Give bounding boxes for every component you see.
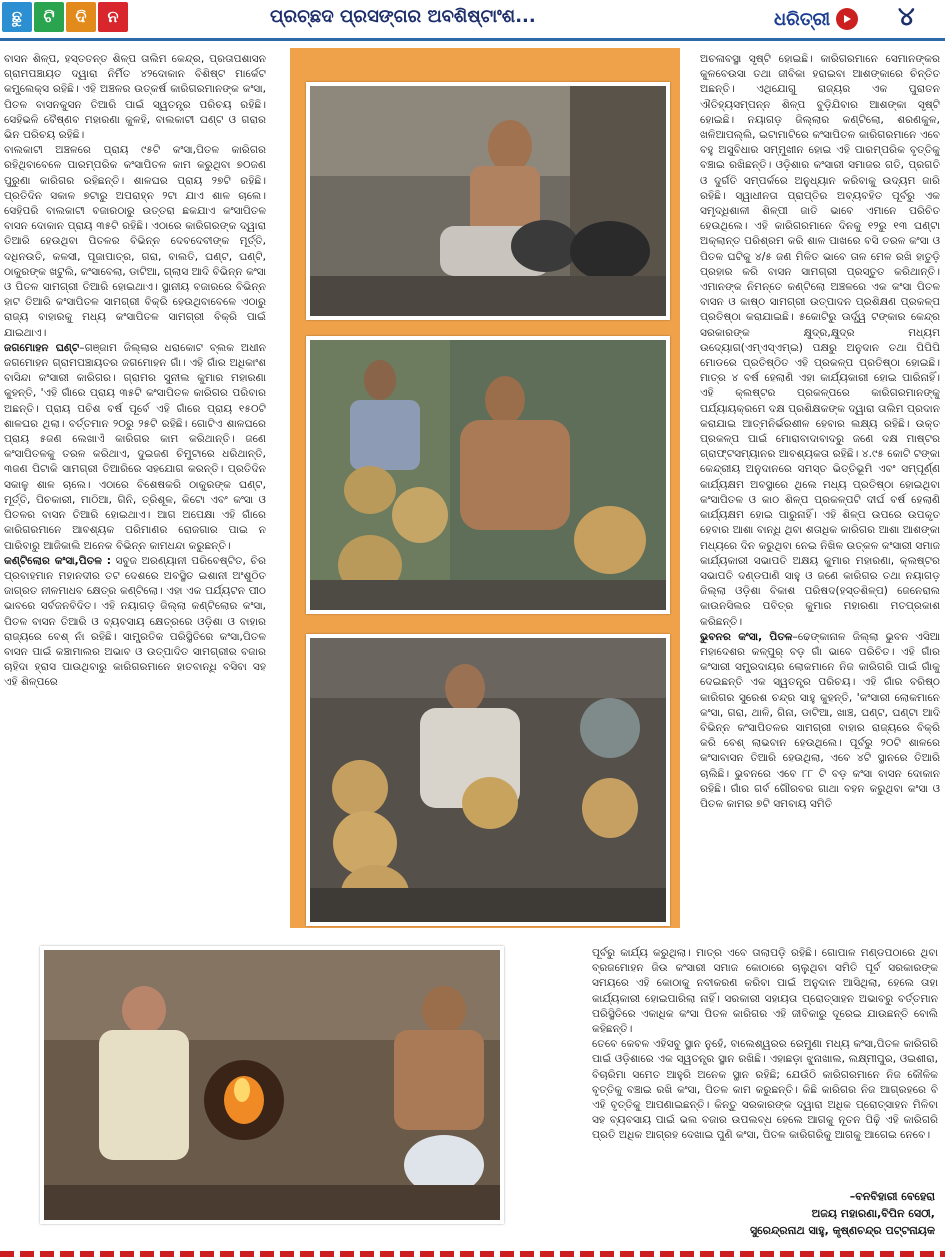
byline-contributors: ସୁରେନ୍ଦ୍ରନାଥ ସାହୁ, କୃଷ୍ଣଚନ୍ଦ୍ର ପଟ୍ଟନାୟକ bbox=[749, 1224, 935, 1237]
paragraph-text: ସବୁଜ ଅରଣ୍ୟାନୀ ପରିବେଷ୍ଟିତ, ଚିର ପ୍ରବାହମାନ ମହାନଦୀର ତଟ ଦେଶରେ ଅବସ୍ଥିତ ଇଶାନୀ ଅଂଶୁଠିତ ଜାଗ୍ରତ ନୀଳମାଧବ କ୍ଷେତ୍ର କଣ୍ଟିଲୋ। ଏହା ଏକ ପର୍ଯ୍ୟଟନ ପୀଠ ଭାବରେ ସର୍ବଜନବିଦିତ। ଏହି ନୟାଗଡ଼ ଜିଲ୍ଲା କଣ୍ଟିଲୋର କଂସା, ପିତଳ ବାସନ ତିଆରି ଓ ବ୍ୟବସାୟ କ୍ଷେତ୍ରରେ ଓଡ଼ିଶା ଓ ବାହାର ରାଜ୍ୟରେ ବେଶ୍ ନାଁ ରହିଛି। ସାମ୍ପ୍ରତିକ ପରିସ୍ଥିତିରେ କଂସା,ପିତଳ ବାସନ ପାଇଁ କଞ୍ଚାମାଲର ଅଭାବ ଓ ଉତ୍ପାଦିତ ସାମଗ୍ରୀର ବଜାର ଚାହିଦା ହ୍ରାସ ପାଉଥିବାରୁ କାରିଗରମାନେ ହାତବାନ୍ଧି ବସିବା ସହ ଏହି ଶିଳ୍ପରେ bbox=[4, 554, 266, 689]
article-column-bottom bbox=[592, 946, 938, 1186]
page-number: ୪ bbox=[898, 2, 915, 32]
logo-tile-4: ନ bbox=[98, 2, 128, 32]
page-header bbox=[0, 0, 945, 38]
artisan-polishing-pot-photo bbox=[306, 634, 670, 926]
artisans-brass-pots-photo bbox=[306, 336, 670, 614]
paragraph bbox=[700, 630, 940, 812]
article-column-left bbox=[4, 52, 266, 932]
play-icon bbox=[836, 8, 858, 30]
article-column-right bbox=[700, 52, 940, 952]
paragraph: ବାସନ ଶିଳ୍ପ, ହସ୍ତତନ୍ତ ଶିଳ୍ପ ତାଲିମ କେନ୍ଦ୍ର, ପ୍ରତାପଶାସନ ଗ୍ରାମପଞ୍ଚାୟତ ଦ୍ୱାରା ନିର୍ମିତ ୪୨ଦୋକାନ ବିଶିଷ୍ଟ ମାର୍କେଟ କମ୍ପ୍ଲେକ୍ସ ରହିଛି। ଏହି ଅଞ୍ଚଳର ଉତ୍କର୍ଷ କାରିଗରମାନଙ୍କ କଂସା, ପିତଳ ବାସନକୁସନ ତିଆରି ପାଇଁ ସ୍ୱତନ୍ତ୍ର ପରିଚୟ ରହିଛି। ସେହିଭଳି ବୈଷ୍ଣବ ମହାରଣା କୁଳହି, ବାଲକାଟୀ ଘଣ୍ଟ ଓ ଗରାର ଭିନ ପରିଚୟ ରହିଛି। bbox=[4, 53, 266, 142]
logo-tile-3: ଦି bbox=[66, 2, 96, 32]
section-logo bbox=[2, 2, 128, 32]
paragraph: ପୂର୍ବରୁ କାର୍ଯ୍ୟ କରୁଥିଲା। ମାତ୍ର ଏବେ ତାଲାପଡ଼ି ରହିଛି। ଗୋପାଳ ମଣ୍ଡପଠାରେ ଥିବା ବ୍ରଜମୋହନ ଜିଉ କଂସାରୀ ସମାଜ କୋଠାରେ ଚାଲୁଥିବା ସମିତି ପୂର୍ବ ସରକାରଙ୍କ ସମୟରେ ଏହି କୋଠାକୁ ନବୀକରଣ କରିବା ପାଇଁ ଅନୁଦାନ ଆସିଥିଲା, ହେଲେ ତାହା କାର୍ଯ୍ୟକାରୀ ହୋଇପାରିଲା ନାହିଁ। ସରକାରୀ ସହାୟତା ପ୍ରୋତ୍ସାହନ ଅଭାବରୁ ବର୍ତ୍ତମାନ ପରିସ୍ଥିତିରେ ଏକାଧିକ କଂସା ପିତଳ କାରିଗର ଏହି ଜୀବିକାରୁ ଦୂରେଇ ଯାଉଛନ୍ତି ବୋଲି କହିଛନ୍ତି। bbox=[592, 947, 938, 1036]
logo-tile-2: ଟି bbox=[34, 2, 64, 32]
header-divider bbox=[0, 38, 945, 41]
paragraph: ତେବେ କେବଳ ଏହିସବୁ ସ୍ଥାନ ନୁହେଁ, ବାଲେଶ୍ୱରର ରେମୁଣା ମଧ୍ୟ କଂସା,ପିତଳ କାରିଗରି ପାଇଁ ଓଡ଼ିଶାରେ ଏକ ସ୍ୱତନ୍ତ୍ର ସ୍ଥାନ ରଖିଛି। ଏହାଛଡ଼ା ଝୁନାଖାଲ, ଲକ୍ଷ୍ମୀପୁର, ଓଇଶୀରା, ବିଚାରିମା ସମେତ ଆହୁରି ଅନେକ ସ୍ଥାନ ରହିଛି; ଯେଉଁଠି କାରିଗରମାନେ ନିଜ କୌଳିକ ବୃତ୍ତିକୁ ବଞ୍ଚାଇ ରଖି କଂସା, ପିତଳ କାମ କରୁଛନ୍ତି। କିଛି କାରିଗର ନିଜ ଆଗ୍ରହରେ ବି ଏହି ବୃତ୍ତିକୁ ଆପଣାଇଛନ୍ତି। କିନ୍ତୁ ସରକାରଙ୍କ ଦ୍ୱାରା ଅଧିକ ପ୍ରୋତ୍ସାହନ ମିଳିବା ସହ ବ୍ୟବସାୟ ପାଇଁ ଭଲ ବଜାର ଉପଲବ୍ଧ ହେଲେ ଆଗକୁ ନୂତନ ପିଢ଼ି ଏହି କାରିଗରି ପ୍ରତି ଅଧିକ ଆଗ୍ରହ ଦେଖାଇ ପୁଣି କଂସା, ପିତଳ କାରିଗରିକୁ ଆଗକୁ ଆଗେଇ ନେବେ। bbox=[592, 1038, 938, 1142]
artisans-furnace-photo bbox=[40, 946, 504, 1224]
byline bbox=[750, 1188, 935, 1239]
logo-tile-1: ଛୁ bbox=[2, 2, 32, 32]
paragraph-text: –ଗଞ୍ଜାମ ଜିଲ୍ଲାର ଧରାକୋଟ ବ୍ଲକ ଅଧୀନ ଜଗମୋହନ ଗ୍ରାମପଞ୍ଚାୟତର ଜଗମୋହନ ଗାଁ। ଏହି ଗାଁର ଅଧିକାଂଶ ବାସିନ୍ଦା କଂସାରୀ କାରିଗର। ଗ୍ରାମର ସୁନୀଲ କୁମାର ମହାରଣା କୁହନ୍ତି, 'ଏହି ଗାଁରେ ପ୍ରାୟ ୩୫ଟି କଂସାପିତଳ କାରିଗର ପରିବାର ଅଛନ୍ତି। ପ୍ରାୟ ପଚିଶ ବର୍ଷ ପୂର୍ବେ ଏହି ଗାଁରେ ପ୍ରାୟ ୧୫୦ଟି ଶାଳଘର ଥିଲା। ବର୍ତ୍ତମାନ ୨୦ରୁ ୨୫ଟି ରହିଛି। ଗୋଟିଏ ଶାଳଘରେ ପ୍ରାୟ ୫ଜଣ ଲେଖାଏଁ କାରିଗର କାମ କରିଥାନ୍ତି। ଜଣେ କଂସାପିତଳକୁ ତରଳ କରିଥାଏ, ଦୁଇଜଣ ଚିମୁଟାରେ ଧରିଥାନ୍ତି, ୩ଜଣ ପିଟାକି ସାମଗ୍ରୀ ତିଆରିରେ ସହଯୋଗ କରନ୍ତି। ପ୍ରତିଦିନ ସକାଳୁ ଶାଳ ଚାଲେ। ଏଠାରେ ବିଶେଷକରି ଠାକୁରଙ୍କ ଘଣ୍ଟ, ମୂର୍ତ୍ତି, ପିଚକାରୀ, ମାଠିଆ, ଗିନି, ତ୍ରିଶୂଳ, କିଟୋ ଏବଂ କଂସା ଓ ପିତଳର ବାସନ ତିଆରି ହୋଇଥାଏ। ଆଗ ଅପେକ୍ଷା ଏହି ଗାଁରେ କାରିଗରମାନେ ଆବଶ୍ୟକ ପରିମାଣର ରୋଜଗାର ପାଇ ନ ପାରିବାରୁ ଆଜିକାଲି ଅନେକ ବିଭିନ୍ନ କାମଧନ୍ଦା କରୁଛନ୍ତି। bbox=[4, 341, 266, 552]
section-title: ପ୍ରଚ୍ଛଦ ପ୍ରସଙ୍ଗର ଅବଶିଷ୍ଟାଂଶ... bbox=[270, 6, 536, 27]
subheading: ଜଗମୋହନ ଘଣ୍ଟ bbox=[4, 341, 80, 354]
paragraph: ବାଲକାଟୀ ଅଞ୍ଚଳରେ ପ୍ରାୟ ୯୫ଟି କଂସା,ପିତଳ କାରିଗର ରହିଥିବାବେଳେ ପାରମ୍ପରିକ କଂସାପିତଳ କାମ କରୁଥିବା ୭୦ଜଣ ପୁରୁଣା କାରିଗର ରହିଛନ୍ତି। ଶାଳଘର ପ୍ରାୟ ୨୭ଟି ରହିଛି। ପ୍ରତିଦିନ ସକାଳ ୭ଟାରୁ ଅପରାହ୍ନ ୨ଟା ଯାଏ ଶାଳ ଚାଲେ। ସେହିପରି ବାଲକାଟୀ ବଜାରଠାରୁ ଉତ୍ତରା ଛକଯାଏ କଂସାପିତଳ ବାସନ ଦୋକାନ ପ୍ରାୟ ୩୫ଟି ରହିଛି। ଏଠାରେ କାରିଗରଙ୍କ ଦ୍ୱାରା ତିଆରି ହେଉଥିବା ପିତଳର ବିଭିନ୍ନ ଦେବଦେବୀଙ୍କ ମୂର୍ତ୍ତି, ଦଧିନଉତି, କଳସୀ, ପୂଜାପାତ୍ର, ଗରା, ବାଲତି, ଘଣ୍ଟ, ଘଣ୍ଟି, ଠାକୁରଙ୍କ ଖଟୁଲି, କଂସାବେଲା, ଡାଟିଆ, ଗ୍ଲାସ ଆଦି ବିଭିନ୍ନ କଂସା ଓ ପିତଳ ସାମଗ୍ରୀ ତିଆରି ହୋଇଥାଏ। ସ୍ଥାନୀୟ ବଜାରରେ ବିଭିନ୍ନ ହାଟ ତିଆରି କଂସାପିତଳ ସାମଗ୍ରୀ ବିକ୍ରି ହେଉଥିବାବେଳେ ଏଠାରୁ ରାଜ୍ୟ ବାହାରକୁ ମଧ୍ୟ କଂସାପିତଳ ସାମଗ୍ରୀ ବିକ୍ରି ପାଇଁ ଯାଇଥାଏ। bbox=[4, 144, 266, 339]
page-footer-stripe bbox=[0, 1251, 945, 1257]
byline-author: –ବନବିହାରୀ ବେହେରା bbox=[849, 1190, 935, 1203]
subheading: ଭୁବନର କଂସା, ପିତଳ bbox=[700, 630, 793, 643]
paragraph bbox=[4, 554, 266, 691]
subheading: କଣ୍ଟିଲୋର କଂସା,ପିତଳ : bbox=[4, 554, 111, 567]
byline-contributors: ଅଜୟ ମହାରଣା,ବିପିନ ସେଠୀ, bbox=[811, 1207, 935, 1220]
paragraph: ଅଚଳାବସ୍ଥା ସୃଷ୍ଟି ହୋଇଛି। କାରିଗରମାନେ ସେମାନଙ୍କର କୁଳବେଉସା ତଥା ଜୀବିକା ହରାଇବା ଆଶଙ୍କାରେ ଚିନ୍ତିତ ଅଛନ୍ତି। ଏଥିଯୋଗୁ ରାଜ୍ୟର ଏକ ପୁରାତନ ଐତିହ୍ୟସମ୍ପନ୍ନ ଶିଳ୍ପ ବୁଡ଼ିଯିବାର ଆଶଙ୍କା ସୃଷ୍ଟି ହୋଇଛି। ନୟାଗଡ଼ ଜିଲ୍ଲାର କଣ୍ଟିଲୋ, ଶରଣକୁଳ, ଖଳିଆପଲ୍ଲି, ଇଟାମାଟିରେ କଂସାପିତଳ କାରିଗରମାନେ ଏବେ ବହୁ ଅସୁବିଧାର ସମ୍ମୁଖୀନ ହୋଇ ଏହି ପାରମ୍ପରିକ ବୃତ୍ତିକୁ ବଞ୍ଚାଇ ରଖିଛନ୍ତି। ଓଡ଼ିଶାର କଂସାରୀ ସମାଜର ଗତି, ପ୍ରଗତି ଓ ଦୁର୍ଗତି ସମ୍ପର୍କରେ ଅନୁଧ୍ୟାନ କରିବାକୁ ଉଦ୍ୟମ ଜାରି ରହିଛି। ସ୍ୱାଧୀନତା ପ୍ରାପ୍ତିର ଅବ୍ୟବହିତ ପୂର୍ବରୁ ଏକ ସମୃଦ୍ଧିଶାଳୀ ଶିଳ୍ପୀ ଜାତି ଭାବେ ଏମାନେ ପରିଚିତ ହେଉଥିଲେ। ଏହି କାରିଗରମାନେ ଦିନକୁ ୧୨ରୁ ୧୩ ଘଣ୍ଟା ଅକ୍ଲାନ୍ତ ପରିଶ୍ରମ କରି ଶାଳ ପାଖରେ ବସି ତରଳ କଂସା ଓ ପିତଳ ଘଟିକୁ ୪/୫ ଜଣ ମିଳିତ ଭାବେ ତାଳ ମେଳ ରଖି ହାତୁଡ଼ି ପ୍ରହାର କରି ବାସନ ସାମଗ୍ରୀ ପ୍ରସ୍ତୁତ କରିଥାନ୍ତି। ଏମାନଙ୍କ ନିମନ୍ତେ କଣ୍ଟିଲୋ ଅଞ୍ଚଳରେ ଏକ କଂସା ପିତଳ ବାସନ ଓ କାଷ୍ଠ ସାମଗ୍ରୀ ଉତ୍ପାଦନ ପ୍ରଶିକ୍ଷଣ ପ୍ରକଳ୍ପ ପ୍ରତିଷ୍ଠା କରାଯାଇଛି। ୫କୋଟିରୁ ଊର୍ଦ୍ଧ୍ୱ ଟଙ୍କାର କେନ୍ଦ୍ର ସରକାରଙ୍କ କ୍ଷୁଦ୍ର,କ୍ଷୁଦ୍ର ମଧ୍ୟମ ଉଦ୍ୟୋଗ(ଏମ୍ଏସ୍ଏମ୍ଇ) ପକ୍ଷରୁ ଅନୁଦାନ ତଥା ପିପିପି ମୋଡରେ ପ୍ରତିଷ୍ଠିତ ଏହି ପ୍ରକଳ୍ପ ପ୍ରତିଷ୍ଠା ହୋଇଛି। ମାତ୍ର ୪ ବର୍ଷ ହେଲାଣି ଏହା କାର୍ଯ୍ୟକାରୀ ହୋଇ ପାରିନାହିଁ। ଏହି କ୍ଲଷ୍ଟର ପ୍ରକଳ୍ପରେ କାରିଗରମାନଙ୍କୁ ପର୍ଯ୍ୟାୟକ୍ରମେ ଦକ୍ଷ ପ୍ରଶିକ୍ଷକଙ୍କ ଦ୍ୱାରା ତାଲିମ ପ୍ରଦାନ କରାଯାଇ ଆତ୍ମନିର୍ଭରଶୀଳ ହେବାର ଲକ୍ଷ୍ୟ ରହିଛି। ଉକ୍ତ ପ୍ରକଳ୍ପ ପାଇଁ ମୋରାବାଦାବାଦରୁ ଜଣେ ଦକ୍ଷ ମାଷ୍ଟର ଗ୍ରାଫ୍ଟସମ୍ୟାନର ଆବଶ୍ୟକତା ରହିଛି। ୪.୯୫ କୋଟି ଟଙ୍କା କେନ୍ଦ୍ରୀୟ ଅନୁଦାନରେ ସମସ୍ତ ଭିତ୍ତିଭୂମି ଏବଂ ସମ୍ପୂର୍ଣ୍ଣ କାର୍ଯ୍ୟକ୍ଷମ ଅବସ୍ଥାରେ ଥିଲେ ମଧ୍ୟ ପ୍ରତିଷ୍ଠା ହୋଇଥିବା କଂସାପିତଳ ଓ କାଠ ଶିଳ୍ପ ପ୍ରକଳ୍ପଟି ଦୀର୍ଘ ବର୍ଷ ହେଲାଣି କାର୍ଯ୍ୟକ୍ଷମ ହୋଇ ପାରୁନାହିଁ। ଏହି ଶିଳ୍ପ ଉପରେ ଉପକୃତ ହେବାର ଆଶା ବାନ୍ଧି ଥିବା ଶତାଧିକ କାରିଗର ଆଶା ଆଶଙ୍କା ମଧ୍ୟରେ ଦିନ କରୁଥିବା ନେଇ ନିଖିଳ ଉତ୍କଳ କଂସାରୀ ସମାଜ କାର୍ଯ୍ୟକାରୀ ସଭାପତି ଅକ୍ଷୟ କୁମାର ମହାରଣା, କ୍ଲଷ୍ଟର ସଭାପତି ଦଣ୍ଡପାଣି ସାହୁ ଓ ଜଣେ କାରିଗର ତଥା ନୟାଗଡ଼ ଜିଲ୍ଲା ଓଡ଼ିଶା ବିକାଶ ପରିଷଦ(ହସ୍ତଶିଳ୍ପ) ଜେନେରାଲ କାଉନସିଲର ପବିତ୍ର କୁମାର ମହାରଣା ମତପ୍ରକାଶ କରିଛନ୍ତି। bbox=[700, 53, 940, 628]
paragraph-text: –ଢେଙ୍କାନାଳ ଜିଲ୍ଲା ଭୁବନ ଏସିଆ ମହାଦେଶର କଳ୍ପୁର୍ ବଡ଼ ଗାଁ ଭାବେ ପରିଚିତ। ଏହି ଗାଁର କଂସାରୀ ସମ୍ପ୍ରଦାୟର ଲୋକମାନେ ନିଜ କାରିଗରି ପାଇଁ ଗାଁକୁ ଦେଇଛନ୍ତି ଏକ ସ୍ୱତନ୍ତ୍ର ପରିଚୟ। ଏହି ଗାଁର ବରିଷ୍ଠ କାରିଗର ସୁରେଶ ଚନ୍ଦ୍ର ସାହୁ କୁହନ୍ତି, 'କଂସାରୀ ଲୋକମାନେ କଂସା, ଗରା, ଥାଳି, ଗିନା, ଡାଟିଆ, ଖାଞ୍ଚ, ଘଣ୍ଟ, ଘଣ୍ଟା ଆଦି ବିଭିନ୍ନ କଂସାପିତଳର ସାମଗ୍ରୀ ବାହାର ରାଜ୍ୟରେ ବିକ୍ରି କରି ବେଶ୍ ଲାଭବାନ ହେଉଥିଲେ। ପୂର୍ବରୁ ୨୦ଟି ଶାଳରେ କଂସାବାସନ ତିଆରି ହେଉଥିଲା, ଏବେ ୪ଟି ସ୍ଥାନରେ ତିଆରି ଚାଲିଛି। ଭୁବନରେ ଏବେ ୮୮ ଟି ବଡ଼ କଂସା ବାସନ ଦୋକାନ ରହିଛି। ଗାଁର ଗର୍ବ ଗୌରବର ଗାଥା ବହନ କରୁଥିବା କଂସା ଓ ପିତଳ କାମର ୭ଟି ସମବାୟ ସମିତି bbox=[700, 630, 940, 810]
brand-name: ଧରିତ୍ରୀ bbox=[774, 8, 831, 30]
artisan-hammering-pot-photo bbox=[306, 82, 670, 320]
paragraph bbox=[4, 341, 266, 554]
newspaper-brand bbox=[774, 4, 874, 34]
